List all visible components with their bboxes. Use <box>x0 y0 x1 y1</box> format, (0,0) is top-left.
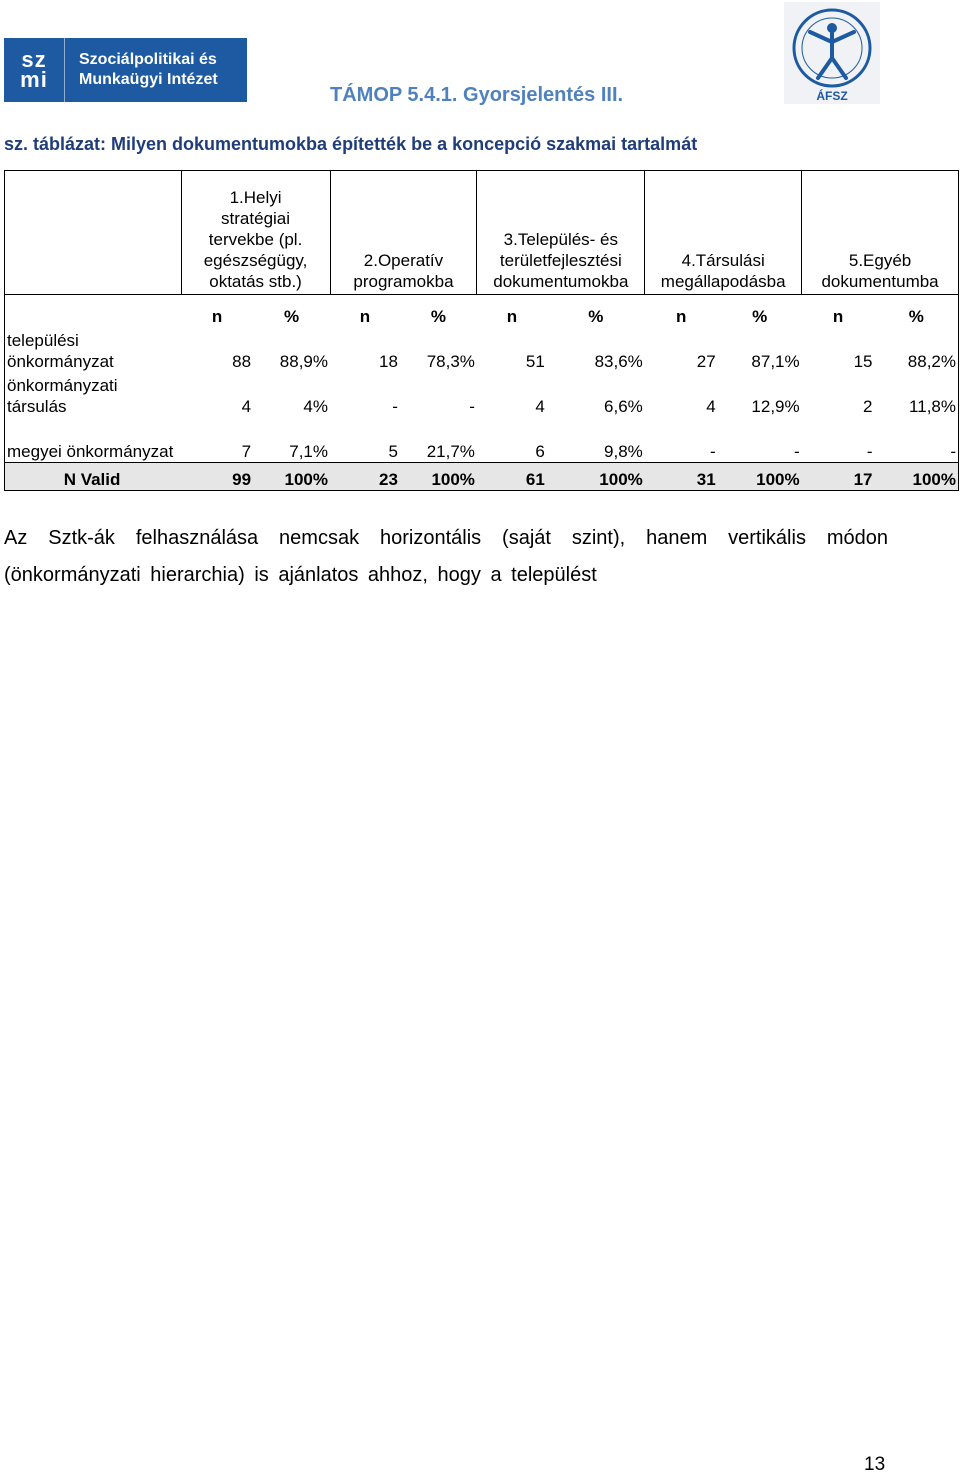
table-cell: - <box>875 417 959 463</box>
subheader-cell: % <box>253 295 330 328</box>
table-cell: - <box>392 397 398 416</box>
subheader-cell: % <box>875 295 959 328</box>
table-cell: 9,8% <box>604 442 643 461</box>
table-cell: 5 <box>388 442 398 461</box>
column-header: 1.Helyi stratégiai tervekbe (pl. egészségügy, oktatás stb.) <box>181 171 330 295</box>
total-cell: 100% <box>547 463 645 491</box>
subheader-cell: n <box>330 295 400 328</box>
row-label: önkormányzati társulás <box>5 372 182 417</box>
total-cell: 23 <box>330 463 400 491</box>
table-total-row <box>5 463 959 491</box>
documents-table <box>4 170 959 491</box>
subheader-cell: n <box>477 295 547 328</box>
table-cell: 4 <box>706 397 716 416</box>
subheader-cell: % <box>400 295 477 328</box>
table-caption: sz. táblázat: Milyen dokumentumokba építették be a koncepció szakmai tartalmát <box>4 134 698 154</box>
szmi-logo-text: Szociálpolitikai és Munkaügyi Intézet <box>79 51 218 88</box>
subheader-cell: % <box>718 295 802 328</box>
table-row <box>5 417 959 463</box>
total-cell: 99 <box>181 463 253 491</box>
subheader-cell: n <box>181 295 253 328</box>
szmi-logo <box>4 38 247 102</box>
afsz-logo-text: ÁFSZ <box>816 89 848 103</box>
szmi-logo-mark: sz mi <box>4 38 65 102</box>
total-cell: 17 <box>802 463 875 491</box>
table-subheader-blank <box>5 295 182 328</box>
column-header: 4.Társulási megállapodásba <box>645 171 802 295</box>
table-cell: 87,1% <box>751 352 800 371</box>
table-cell: 11,8% <box>875 372 959 417</box>
table-cell: 18 <box>379 352 398 371</box>
table-cell: 7 <box>241 442 252 461</box>
total-cell: 100% <box>253 463 330 491</box>
table-cell: 88 <box>232 352 252 371</box>
table-cell: 6,6% <box>604 397 643 416</box>
table-row <box>5 372 959 417</box>
table-cell: 7,1% <box>289 442 328 461</box>
total-cell: 100% <box>718 463 802 491</box>
column-header: 3.Település- és területfejlesztési dokumentumokba <box>477 171 645 295</box>
total-cell: 31 <box>645 463 718 491</box>
table-cell: - <box>469 397 475 416</box>
column-header: 2.Operatív programokba <box>330 171 477 295</box>
table-cell: 4 <box>241 397 252 416</box>
table-cell: 21,7% <box>426 442 475 461</box>
table-header-blank <box>5 171 182 295</box>
afsz-logo <box>784 2 880 104</box>
subheader-cell: % <box>547 295 645 328</box>
subheader-cell: n <box>645 295 718 328</box>
total-cell: 100% <box>875 463 959 491</box>
table-cell: 4% <box>303 397 328 416</box>
table-header-row <box>5 171 959 295</box>
table-cell: 88,9% <box>279 352 328 371</box>
table-cell: 27 <box>696 352 716 371</box>
table-subheader-row <box>5 295 959 328</box>
table-cell: 12,9% <box>751 397 800 416</box>
document-header-title: TÁMOP 5.4.1. Gyorsjelentés III. <box>330 84 624 106</box>
table-cell: - <box>793 442 800 461</box>
table-cell: 88,2% <box>875 327 959 372</box>
page-number: 13 <box>864 1454 886 1475</box>
table-cell: 51 <box>525 352 545 371</box>
table-cell: 15 <box>853 352 873 371</box>
body-paragraph: Az Sztk-ák felhasználása nemcsak horizontális (saját szint), hanem vertikális módon (önkormányzati hierarchia) is ajánlatos ahhoz, hogy a települést <box>4 527 888 586</box>
table-cell: 4 <box>535 397 545 416</box>
total-cell: 100% <box>400 463 477 491</box>
table-cell: 78,3% <box>426 352 475 371</box>
row-label: települési önkormányzat <box>5 327 182 372</box>
row-label: megyei önkormányzat <box>5 417 182 463</box>
table-cell: 2 <box>863 397 873 416</box>
total-cell: 61 <box>477 463 547 491</box>
table-cell: 83,6% <box>594 352 643 371</box>
table-cell: 6 <box>535 442 545 461</box>
column-header: 5.Egyéb dokumentumba <box>802 171 959 295</box>
table-cell: - <box>710 442 716 461</box>
table-row <box>5 327 959 372</box>
total-label: N Valid <box>5 463 182 491</box>
table-cell: - <box>866 442 873 461</box>
subheader-cell: n <box>802 295 875 328</box>
afsz-emblem-icon <box>784 2 880 104</box>
